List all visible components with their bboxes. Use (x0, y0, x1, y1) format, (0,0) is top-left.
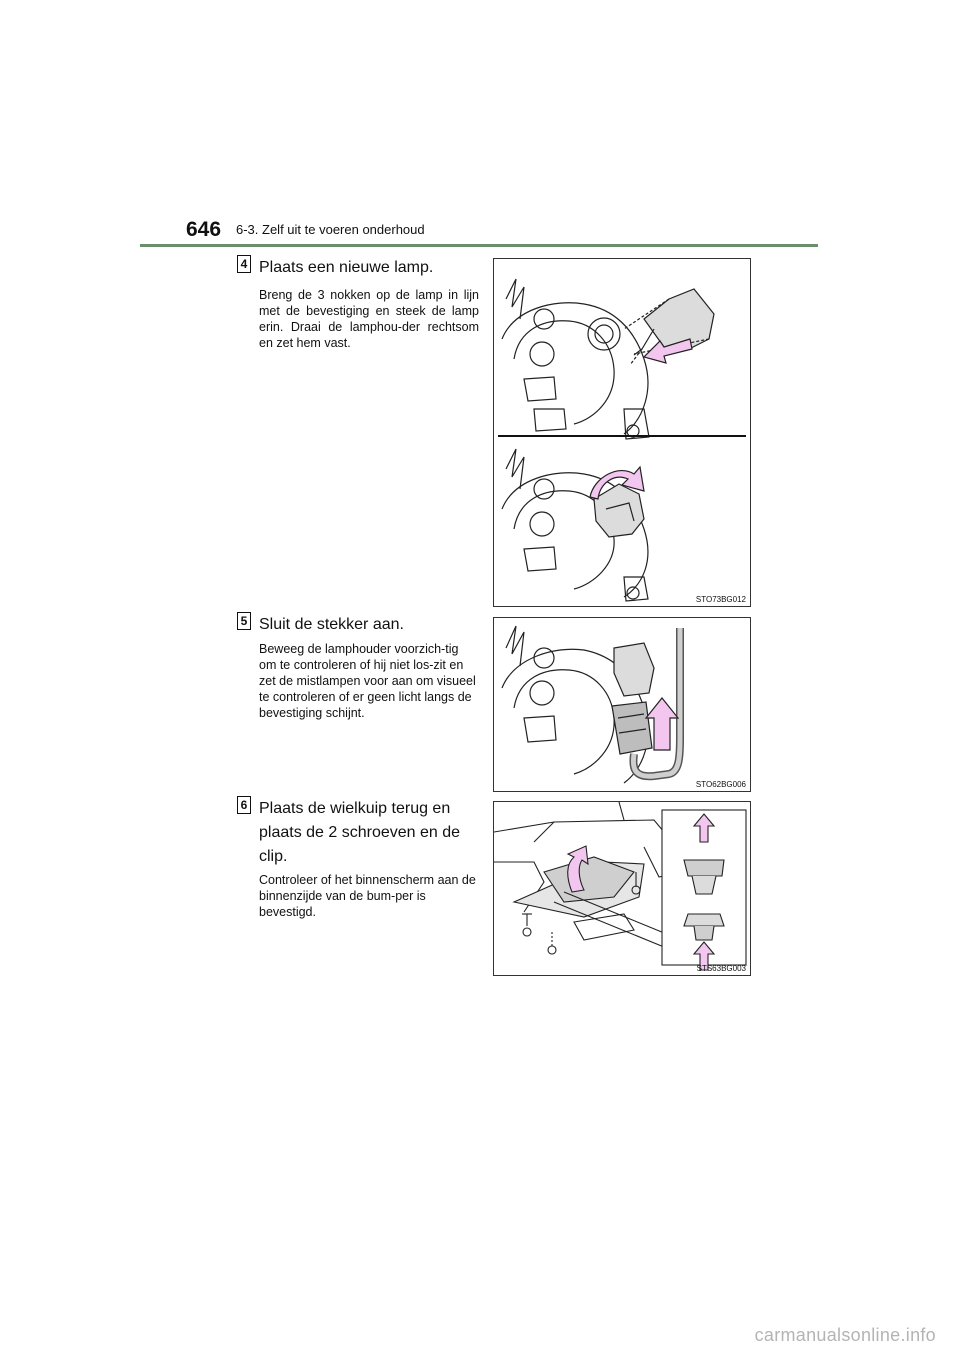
step-4-illustration (493, 258, 751, 607)
figure-code-step-6: STS63BG003 (696, 964, 746, 973)
step-6-heading: Plaats de wielkuip terug en plaats de 2 schroeven en de clip. (259, 800, 461, 865)
step-6-badge: 6 (237, 796, 251, 814)
section-title: 6-3. Zelf uit te voeren onderhoud (236, 222, 425, 237)
step-6-body: Controleer of het binnenscherm aan de binnenzijde van de bum-per is bevestigd. (259, 873, 476, 919)
bulb-insert-drawing (494, 259, 750, 606)
step-4-badge: 4 (237, 255, 251, 273)
step-4-body: Breng de 3 nokken op de lamp in lijn met de bevestiging en steek de lamp erin. Draai de lamphou-der rechtsom en zet hem vast. (259, 288, 479, 350)
wheel-liner-drawing (494, 802, 750, 975)
step-5-heading: Sluit de stekker aan. (259, 616, 404, 633)
step-5-badge: 5 (237, 612, 251, 630)
header-divider (140, 244, 818, 247)
figure-code-step-5: STO62BG006 (695, 780, 746, 789)
step-5-body: Beweeg de lamphouder voorzich-tig om te controleren of hij niet los-zit en zet de mistlampen voor aan om visueel te controleren of er geen licht langs de bevestiging schijnt. (259, 642, 476, 720)
step-4-heading: Plaats een nieuwe lamp. (259, 259, 434, 276)
figure-code-step-4: STO73BG012 (695, 595, 746, 604)
page-number: 646 (186, 218, 222, 241)
watermark-text: carmanualsonline.info (754, 1325, 936, 1345)
step-6-illustration (493, 801, 751, 976)
connector-drawing (494, 618, 750, 791)
step-5-illustration (493, 617, 751, 792)
